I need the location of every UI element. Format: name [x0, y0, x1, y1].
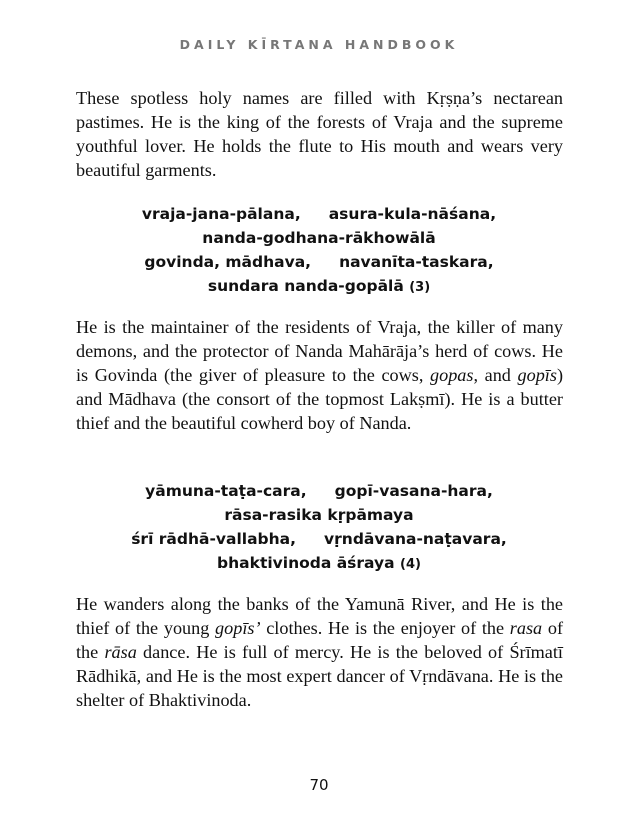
- verse-3-line-2: nanda-godhana-rākhowālā: [202, 229, 436, 247]
- verse-4-line-2: rāsa-rasika kṛpāmaya: [224, 506, 414, 524]
- translation-paragraph-3: [76, 592, 563, 712]
- verse-4-line-1: [0, 479, 638, 503]
- para3-text-1: He wanders along the banks of the Yamunā River, and He is the thief of the young: [76, 594, 563, 638]
- verse-3-line-4-text: sundara nanda-gopālā: [207, 277, 404, 295]
- verse-3: [0, 202, 638, 300]
- para3-text-2: clothes. He is the enjoyer of the: [260, 618, 510, 638]
- para3-text-3: of the: [76, 618, 564, 662]
- verse-3-line-4: [0, 274, 638, 300]
- para2-text-3: ) and Mādhava (the consort of the topmost Lakṣmī). He is a butter thief and the beautiful cowherd boy of Nanda.: [76, 365, 563, 433]
- para2-text-1: He is the maintainer of the residents of Vraja, the killer of many demons, and the protector of Nanda Mahārāja’s herd of cows. He is Govinda (the giver of pleasure to the cows,: [76, 317, 563, 385]
- verse-4-line-3b: vṛndāvana-naṭavara,: [324, 530, 507, 548]
- verse-4-line-4: [0, 551, 638, 577]
- verse-4-line-3: [0, 527, 638, 551]
- verse-4-line-1b: gopī-vasana-hara,: [334, 482, 493, 500]
- para3-italic-gopis: gopīs’: [215, 618, 261, 638]
- running-header: DAILY KĪRTANA HANDBOOK: [179, 37, 459, 52]
- para2-italic-gopas: gopas: [430, 365, 474, 385]
- verse-3-line-3: [0, 250, 638, 274]
- verse-4-number: (4): [400, 557, 421, 572]
- verse-4-line-4-text: bhaktivinoda āśraya: [217, 554, 395, 572]
- para3-text-4: dance. He is full of mercy. He is the beloved of Śrīmatī Rādhikā, and He is the most expert dancer of Vṛndāvana. He is the shelter of Bhaktivinoda.: [76, 642, 563, 710]
- verse-3-line-1: [0, 202, 638, 226]
- translation-paragraph-2: [76, 315, 563, 435]
- para3-italic-rasa: rasa: [509, 618, 543, 638]
- translation-paragraph-1: These spotless holy names are filled with Kṛṣṇa’s nectarean pastimes. He is the king of the forests of Vraja and the supreme youthful lover. He holds the flute to His mouth and wears very beautiful garments.: [76, 88, 563, 180]
- verse-4-line-1a: yāmuna-taṭa-cara,: [145, 482, 307, 500]
- verse-4: [0, 479, 638, 577]
- verse-3-line-1b: asura-kula-nāśana,: [328, 205, 497, 223]
- para2-italic-gopis: gopīs: [517, 365, 557, 385]
- verse-3-line-3a: govinda, mādhava,: [144, 253, 312, 271]
- verse-3-number: (3): [409, 280, 431, 295]
- verse-3-line-3b: navanīta-taskara,: [339, 253, 494, 271]
- verse-3-line-1a: vraja-jana-pālana,: [141, 205, 301, 223]
- verse-4-line-3a: śrī rādhā-vallabha,: [131, 530, 297, 548]
- para3-italic-rasa-dance: rāsa: [104, 642, 137, 662]
- para2-text-2: , and: [473, 365, 518, 385]
- page-number: 70: [309, 776, 329, 794]
